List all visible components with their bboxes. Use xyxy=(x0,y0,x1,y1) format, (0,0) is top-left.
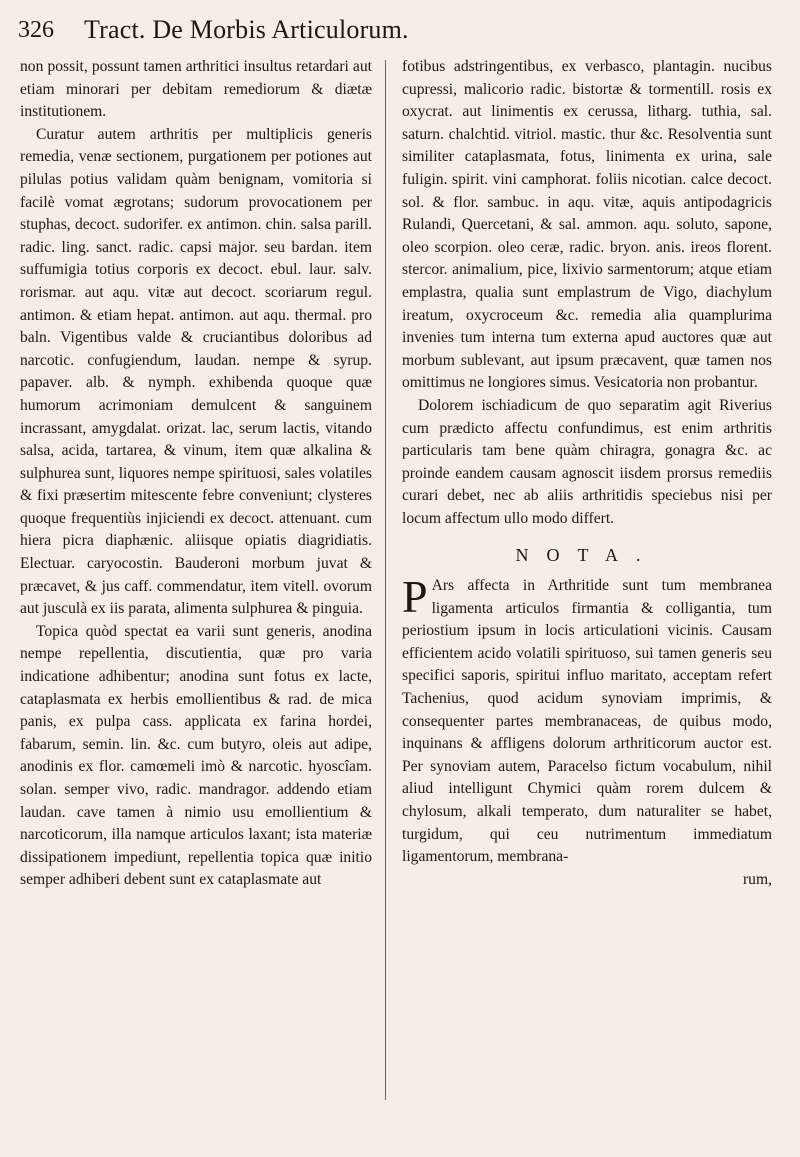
catchword: rum, xyxy=(742,870,772,888)
paragraph: Curatur autem arthritis per multiplicis generis remedia, venæ sectionem, purgationem per potiones aut pilulas potius validam quàm benignam, vomitoria si facilè vomat ægrotans; sudorum provocationem per stuphas, decoct. sudorifer. ex antimon. chin. salsa parill. radic. ling. sanct. radic. capsi major. seu bardan. item suffumigia totius corporis ex decoct. ebul. laur. salv. rorismar. aut aqu. vitæ aut decoct. scoriarum regul. antimon. & etiam hepat. antimon. aut aqu. thermal. pro baln. Vigentibus valde & cruciantibus doloribus ad narcotic. confugiendum, laudan. nempe & syrup. papaver. alb. & nymph. exhibenda quoque quæ humorum acrimoniam demulcent & sanguinem incrassant, amygdalat. orizat. lac, serum lactis, vitando salsa, acida, tartarea, & vinum, item quæ alkalina & sulphurea sunt, liquores nempe spirituosi, sales volatiles & fixi præsertim mitescente febre conveniunt; clysteres quoque frequentiùs injiciendi ex decoct. attenuant. cum hiera picra diaphænic. aliisque opiatis diagridiatis. Electuar. caryocostin. Bauderoni morbum juvat & præcavet, & jus caff. commendatur, item vitell. ovorum aut jusculà ex iis parata, alimenta sulphurea & pinguia. xyxy=(20,125,372,618)
running-head xyxy=(18,12,778,48)
drop-cap: P xyxy=(402,571,428,623)
nota-paragraph xyxy=(402,571,772,869)
nota-text: Ars affecta in Arthritide sunt tum membranea ligamenta articulos firmantia & colligantia, tum periostium ipsum in locis articulationi vicinis. Causam efficientem acido volatili spirituoso, sui tamen generis seu specifici saporis, spiritui influo maritato, acceptam refert Tachenius, quod acidum synoviam imprimis, & consequenter partes membranaceas, de quibus modo, inquinans & affligens dolorum arthriticorum auctor est. Per synoviam autem, Paracelso fictum vocabulum, nihil aliud intelligunt Chymici quàm rorem dulcem & chylosum, alkali temperato, dum naturaliter se habet, turgidum, qui ceu nutrimentum immediatum ligamentorum, membrana- xyxy=(402,577,772,866)
column-divider xyxy=(385,60,386,1100)
right-column xyxy=(402,56,772,1148)
paragraph: fotibus adstringentibus, ex verbasco, plantagin. nucibus cupressi, malicorio radic. bistortæ & tormentill. rosis ex oxycrat. aut linimentis ex cerussa, litharg. tuthia, sal. saturn. chalchtid. vitriol. mastic. thur &c. Resolventia sunt similiter cataplasmata, fotus, linimenta ex urina, sale fuligin. spirit. vini camphorat. foliis nicotian. calce decoct. sol. & flor. sambuc. in aqu. vitæ, aquis antipodagricis Rulandi, Quercetani, & sal. ammon. aqu. soluto, sapone, oleo scorpion. oleo ceræ, radic. bryon. anis. ireos florent. stercor. animalium, pice, lixivio sarmentorum; atque etiam emplastra, qualia sunt emplastrum de Vigo, diachylum ireatum, oxycroceum &c. remedia alia quamplurima invenies tum interna tum externa apud auctores quæ aut morbum sublevant, aut ipsum præcavent, quæ tamen nos omittimus ne longiores simus. Vesicatoria non probantur. xyxy=(402,58,772,392)
nota-heading: NOTA. xyxy=(515,545,659,566)
paragraph: non possit, possunt tamen arthritici insultus retardari aut etiam minorari per debitam remediorum & diætæ institutionem. xyxy=(20,58,372,121)
page-number: 326 xyxy=(18,17,54,43)
left-column xyxy=(20,56,372,1148)
paragraph: Dolorem ischiadicum de quo separatim agit Riverius cum prædicto affectu confundimus, est enim arthritis particularis tam bene quàm chiragra, gonagra &c. ac proinde eandem causam agnoscit iisdem prorsus remediis curari debet, nec ab aliis arthritidis speciebus nisi per locum affectum ullo modo differt. xyxy=(402,396,772,527)
paragraph: Topica quòd spectat ea varii sunt generis, anodina nempe repellentia, discutientia, quæ pro varia indicatione adhibentur; anodina sunt fotus ex lacte, cataplasmata ex herbis emollientibus & rad. de mica panis, ex pulpa cass. applicata ex farina hordei, fabarum, semin. lin. &c. cum butyro, oleis aut adipe, anodinis ex flor. camœmeli imò & narcotic. hyoscîam. solan. semper vivo, radic. mandragor. addendo etiam laudan. cave tamen à nimio usu emollientium & narcoticorum, illa namque articulos laxant; ista materiæ dissipationem impediunt, repellentia topica quæ initio semper adhiberi debent sunt ex cataplasmate aut xyxy=(20,622,372,889)
page-title: Tract. De Morbis Articulorum. xyxy=(84,15,409,44)
